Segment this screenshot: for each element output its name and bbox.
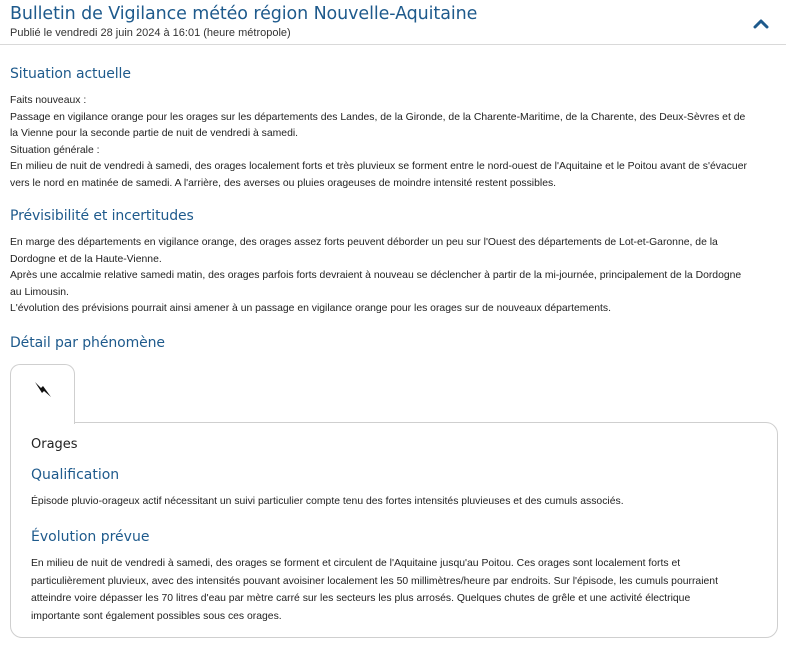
collapse-button[interactable]: [749, 11, 773, 35]
detail-heading: Détail par phénomène: [10, 335, 165, 351]
lightning-icon: [32, 379, 54, 401]
qualification-heading: Qualification: [31, 467, 120, 483]
previsibilite-heading: Prévisibilité et incertitudes: [10, 208, 194, 224]
situation-text: [10, 93, 750, 193]
previsibilite-text: [10, 235, 750, 318]
qualification-text: Épisode pluvio-orageux actif nécessitant un suivi particulier compte tenu des fortes intensités pluvieuses et des cumuls associés.: [31, 496, 624, 507]
tab-orages[interactable]: [10, 364, 75, 424]
evolution-heading: Évolution prévue: [31, 529, 150, 545]
situation-paragraph: Faits nouveaux : Passage en vigilance orange pour les orages sur les départements des Landes, de la Gironde, de la Charente-Maritime, de la Charente, des Deux-Sèvres et de la Vienne pour la seconde partie de nuit de vendredi à samedi. Situation générale : En milieu de nuit de vendredi à samedi, des orages localement forts et très pluvieux se forment entre le nord-ouest de l'Aquitaine et le Poitou avant de s'évacuer vers le nord en matinée de samedi. A l'arrière, des averses ou pluies orageuses de moindre intensité restent possibles.: [10, 95, 747, 189]
phenomenon-card: [10, 422, 778, 638]
evolution-text: En milieu de nuit de vendredi à samedi, des orages se forment et circulent de l'Aquitaine jusqu'au Poitou. Ces orages sont localement forts et particulièrement pluvieux, avec des intensités pouvant avoisiner localement les 50 millimètres/heure par endroits. Sur l'épisode, les cumuls pourraient atteindre voire dépasser les 70 litres d'eau par mètre carré sur les secteurs les plus arrosés. Quelques chutes de grêle et une activité électrique importante sont également possibles sous ces orages.: [31, 558, 718, 622]
chevron-up-icon: [749, 11, 773, 35]
bulletin-header: [0, 0, 786, 45]
publication-date: Publié le vendredi 28 juin 2024 à 16:01 (heure métropole): [10, 27, 291, 39]
previsibilite-paragraph: En marge des départements en vigilance orange, des orages assez forts peuvent déborder un peu sur l'Ouest des départements de Lot-et-Garonne, de la Dordogne et de la Haute-Vienne. Après une accalmie relative samedi matin, des orages parfois forts devraient à nouveau se déclencher à partir de la mi-journée, principalement de la Dordogne au Limousin. L'évolution des prévisions pourrait ainsi amener à un passage en vigilance orange pour les orages sur de nouveaux départements.: [10, 237, 742, 315]
phenomenon-title: Orages: [31, 437, 78, 452]
situation-heading: Situation actuelle: [10, 66, 131, 82]
page-title: Bulletin de Vigilance météo région Nouvelle-Aquitaine: [10, 4, 478, 24]
